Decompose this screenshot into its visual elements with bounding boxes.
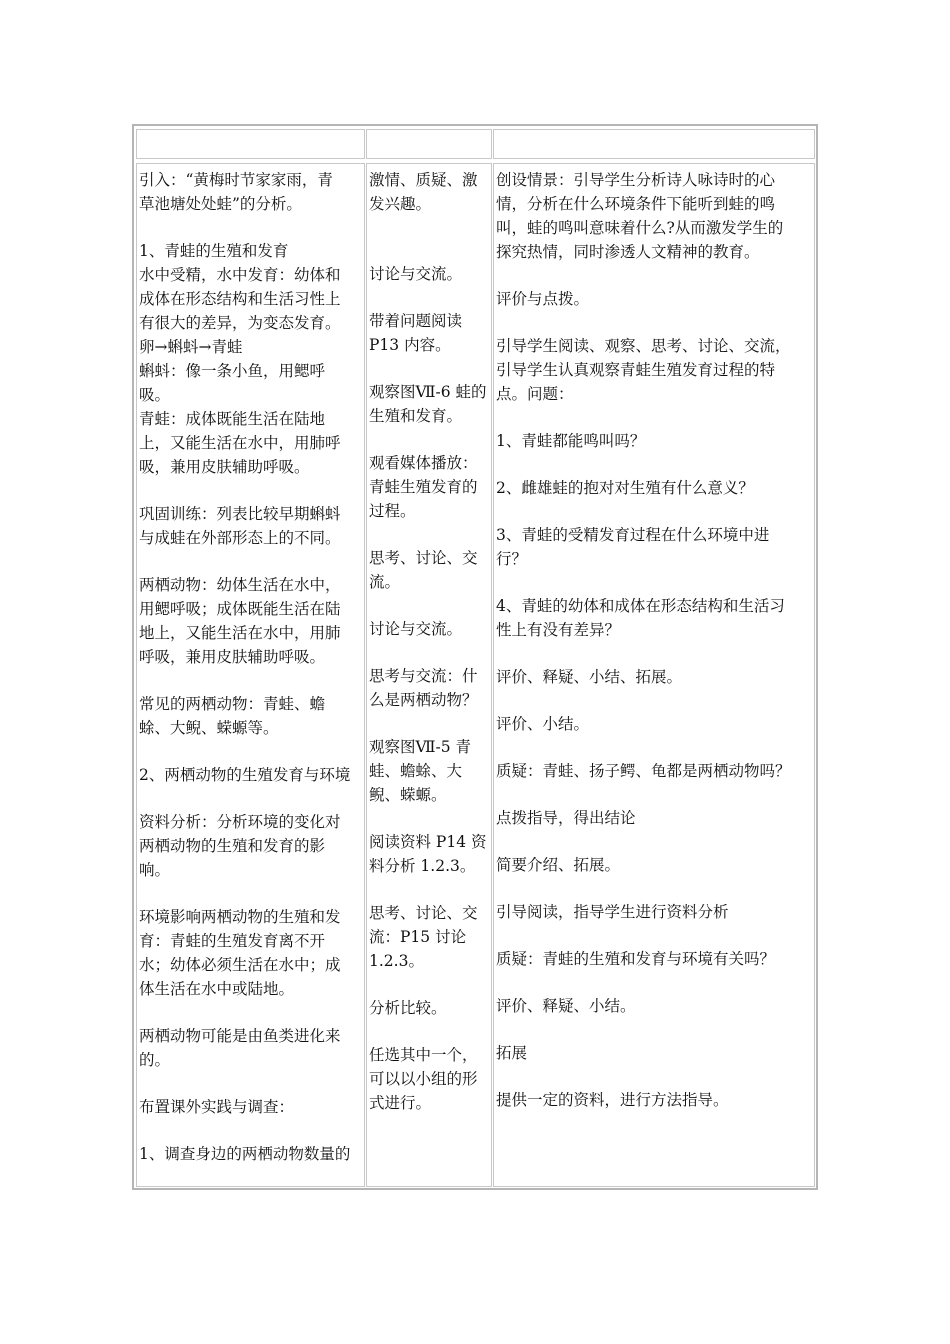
col3-line: 拓展: [496, 1044, 528, 1062]
header-cell-1: [136, 129, 365, 159]
col3-line: 质疑：青蛙、扬子鳄、龟都是两栖动物吗？: [496, 762, 791, 780]
col2-line: [369, 712, 491, 735]
col1-line: 环境影响两栖动物的生殖和发: [139, 908, 341, 926]
col2-line: 讨论与交流。: [369, 265, 463, 283]
col1-line: 响。: [139, 861, 171, 879]
col1-line: [139, 216, 364, 239]
col3-line: 3、青蛙的受精发育过程在什么环境中进: [496, 526, 770, 544]
col2-line: 可以以小组的形: [369, 1070, 478, 1088]
col1-line: 布置课外实践与调查：: [139, 1098, 295, 1116]
col1-line: 卵→蝌蚪→青蛙: [139, 338, 243, 356]
col1-line: 两栖动物可能是由鱼类进化来: [139, 1027, 341, 1045]
col1-line: 水中受精，水中发育：幼体和: [139, 266, 341, 284]
col3-line: [496, 406, 814, 429]
col2-line: 观察图Ⅶ-5 青: [369, 738, 472, 756]
col3-line: 1、青蛙都能鸣叫吗？: [496, 432, 646, 450]
col2-line: [369, 807, 491, 830]
col3-line: 点。问题：: [496, 385, 574, 403]
col2-line: [369, 239, 491, 262]
col3-line: [496, 453, 814, 476]
header-cell-3: [493, 129, 815, 159]
col2-line: 讨论与交流。: [369, 620, 463, 638]
col1-line: 吸，兼用皮肤辅助呼吸。: [139, 458, 310, 476]
col3-line: 引导学生阅读、观察、思考、讨论、交流，: [496, 337, 791, 355]
col2-line: [369, 878, 491, 901]
col2-line: [369, 594, 491, 617]
col3-line: [496, 830, 814, 853]
col1-line: 资料分析：分析环境的变化对: [139, 813, 341, 831]
col3-line: 评价、释疑、小结。: [496, 997, 636, 1015]
col1-line: 的。: [139, 1051, 171, 1069]
col3-line: 引导阅读，指导学生进行资料分析: [496, 903, 729, 921]
header-cell-2: [366, 129, 492, 159]
col2-line: 思考、讨论、交: [369, 904, 478, 922]
col2-line: 带着问题阅读: [369, 312, 463, 330]
col3-line: [496, 1018, 814, 1041]
col1-line: [139, 787, 364, 810]
col1-line: 成体在形态结构和生活习性上: [139, 290, 341, 308]
col2-line: 过程。: [369, 502, 416, 520]
student-activity-column: [366, 163, 492, 1187]
col3-line: 2、雌雄蛙的抱对对生殖有什么意义？: [496, 479, 754, 497]
col2-line: 料分析 1.2.3。: [369, 857, 476, 875]
col1-line: 两栖动物的生殖和发育的影: [139, 837, 326, 855]
col1-line: 2、两栖动物的生殖发育与环境: [139, 766, 351, 784]
col1-line: 地上，又能生活在水中，用肺: [139, 624, 341, 642]
lesson-table: [132, 124, 818, 1190]
col3-line: [496, 783, 814, 806]
col2-line: 式进行。: [369, 1094, 432, 1112]
col2-line: 阅读资料 P14 资: [369, 833, 487, 851]
col3-line: [496, 971, 814, 994]
col3-line: 情，分析在什么环境条件下能听到蛙的鸣: [496, 195, 776, 213]
col1-line: 常见的两栖动物：青蛙、蟾: [139, 695, 326, 713]
col2-line: 流：P15 讨论: [369, 928, 467, 946]
col1-line: 青蛙：成体既能生活在陆地: [139, 410, 326, 428]
col2-line: 思考与交流：什: [369, 667, 478, 685]
col2-line: 么是两栖动物？: [369, 691, 478, 709]
col3-line: 质疑：青蛙的生殖和发育与环境有关吗？: [496, 950, 776, 968]
col1-line: 1、青蛙的生殖和发育: [139, 242, 289, 260]
col3-line: [496, 877, 814, 900]
col3-line: [496, 571, 814, 594]
col1-line: 上，又能生活在水中，用肺呼: [139, 434, 341, 452]
col2-line: 青蛙生殖发育的: [369, 478, 478, 496]
col2-line: [369, 641, 491, 664]
col1-line: 用鳃呼吸；成体既能生活在陆: [139, 600, 341, 618]
col1-line: 吸。: [139, 386, 171, 404]
col2-line: P13 内容。: [369, 336, 451, 354]
col1-line: [139, 479, 364, 502]
col3-line: [496, 1065, 814, 1088]
col2-line: [369, 1020, 491, 1043]
col1-line: 呼吸，兼用皮肤辅助呼吸。: [139, 648, 326, 666]
col2-line: 1.2.3。: [369, 952, 424, 970]
col2-line: 任选其中一个，: [369, 1046, 478, 1064]
content-column: [136, 163, 365, 1187]
col2-line: [369, 286, 491, 309]
col3-line: 评价、小结。: [496, 715, 590, 733]
col3-line: 叫，蛙的鸣叫意味着什么?从而激发学生的: [496, 219, 784, 237]
col2-line: [369, 216, 491, 239]
col2-line: 流。: [369, 573, 401, 591]
col1-line: 蝌蚪：像一条小鱼，用鳃呼: [139, 362, 326, 380]
col1-line: 草池塘处处蛙”的分析。: [139, 195, 302, 213]
col1-line: 体生活在水中或陆地。: [139, 980, 295, 998]
col3-line: [496, 736, 814, 759]
col3-line: [496, 264, 814, 287]
col1-line: 与成蛙在外部形态上的不同。: [139, 529, 341, 547]
col1-line: 育：青蛙的生殖发育离不开: [139, 932, 326, 950]
col1-line: [139, 1072, 364, 1095]
col3-line: [496, 924, 814, 947]
col1-line: 巩固训练：列表比较早期蝌蚪: [139, 505, 341, 523]
col2-line: 观看媒体播放：: [369, 454, 478, 472]
col1-line: [139, 550, 364, 573]
col3-line: [496, 500, 814, 523]
col3-line: 点拨指导，得出结论: [496, 809, 636, 827]
col2-line: [369, 357, 491, 380]
col2-line: 蛙、蟾蜍、大: [369, 762, 463, 780]
col3-line: 引导学生认真观察青蛙生殖发育过程的特: [496, 361, 776, 379]
col2-line: 鲵、蝾螈。: [369, 786, 447, 804]
col1-line: [139, 740, 364, 763]
col3-line: [496, 689, 814, 712]
col3-line: 行？: [496, 550, 528, 568]
col3-line: [496, 311, 814, 334]
col1-line: 引入：“黄梅时节家家雨，青: [139, 171, 333, 189]
col3-line: 提供一定的资料，进行方法指导。: [496, 1091, 729, 1109]
teacher-lines: [494, 164, 814, 1112]
col1-line: [139, 1119, 364, 1142]
col2-line: [369, 973, 491, 996]
col2-line: [369, 428, 491, 451]
col1-line: 两栖动物：幼体生活在水中，: [139, 576, 341, 594]
col2-line: 观察图Ⅶ-6 蛙的: [369, 383, 487, 401]
col1-line: 1、调查身边的两栖动物数量的: [139, 1145, 351, 1163]
col3-line: 4、青蛙的幼体和成体在形态结构和生活习: [496, 597, 785, 615]
col2-line: 发兴趣。: [369, 195, 432, 213]
col2-line: 分析比较。: [369, 999, 447, 1017]
col1-line: 蜍、大鲵、蝾螈等。: [139, 719, 279, 737]
teacher-activity-column: [493, 163, 815, 1187]
activity-lines: [367, 164, 491, 1115]
col3-line: 创设情景：引导学生分析诗人咏诗时的心: [496, 171, 776, 189]
col2-line: 激情、质疑、激: [369, 171, 478, 189]
col3-line: 简要介绍、拓展。: [496, 856, 621, 874]
col1-line: 有很大的差异，为变态发育。: [139, 314, 341, 332]
col2-line: 生殖和发育。: [369, 407, 463, 425]
content-lines: [137, 164, 364, 1166]
col3-line: 评价、释疑、小结、拓展。: [496, 668, 683, 686]
col3-line: 性上有没有差异？: [496, 621, 621, 639]
col2-line: [369, 523, 491, 546]
col1-line: [139, 882, 364, 905]
col1-line: [139, 669, 364, 692]
col1-line: [139, 1001, 364, 1024]
col1-line: 水；幼体必须生活在水中；成: [139, 956, 341, 974]
col3-line: [496, 642, 814, 665]
col3-line: 探究热情，同时渗透人文精神的教育。: [496, 243, 760, 261]
col2-line: 思考、讨论、交: [369, 549, 478, 567]
col3-line: 评价与点拨。: [496, 290, 590, 308]
